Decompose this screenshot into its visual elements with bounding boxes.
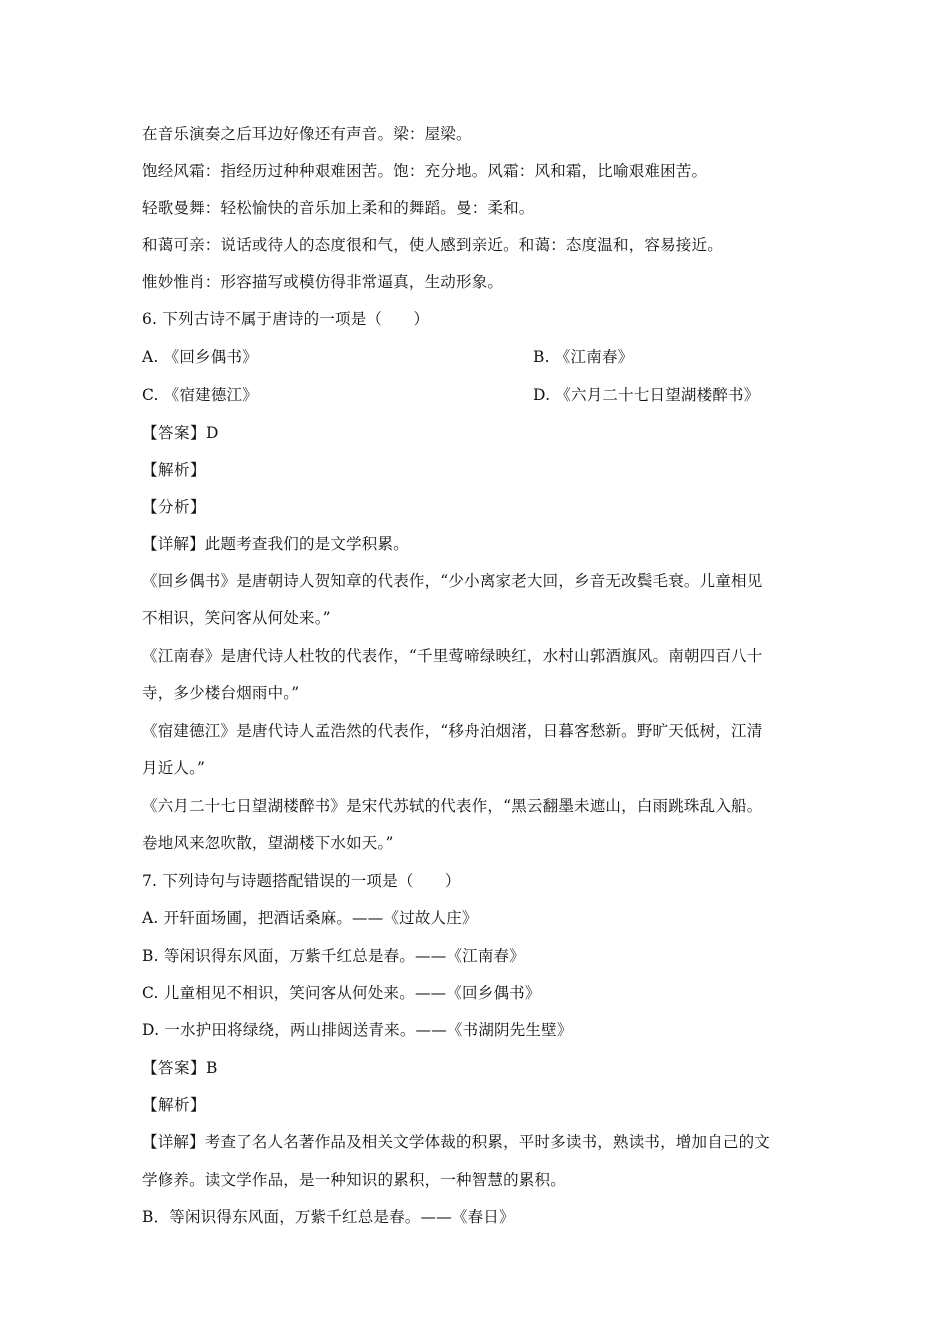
- q7-option-a: A. 开轩面场圃，把酒话桑麻。——《过故人庄》: [142, 909, 478, 927]
- text-line: 惟妙惟肖：形容描写或模仿得非常逼真，生动形象。: [142, 273, 504, 291]
- text-line: 和蔼可亲：说话或待人的态度很和气，使人感到亲近。和蔼：态度温和，容易接近。: [142, 236, 723, 254]
- q6-analysis-heading: 【解析】: [142, 461, 207, 479]
- q6-paragraph-line: 卷地风来忽吹散，望湖楼下水如天。”: [142, 834, 394, 852]
- q7-option-b: B. 等闲识得东风面，万紫千红总是春。——《江南春》: [142, 947, 525, 965]
- q6-option-a: A. 《回乡偶书》: [142, 348, 258, 366]
- text-line: 在音乐演奏之后耳边好像还有声音。梁：屋梁。: [142, 125, 472, 143]
- q6-paragraph-line: 《回乡偶书》是唐朝诗人贺知章的代表作，“少小离家老大回，乡音无改鬓毛衰。儿童相见: [142, 572, 763, 590]
- q7-final-line: B．等闲识得东风面，万紫千红总是春。——《春日》: [142, 1208, 515, 1226]
- text-line: 轻歌曼舞：轻松愉快的音乐加上柔和的舞蹈。曼：柔和。: [142, 199, 535, 217]
- q7-detail-line: 学修养。读文学作品，是一种知识的累积，一种智慧的累积。: [142, 1171, 566, 1189]
- q7-detail-line: 【详解】考查了名人名著作品及相关文学体裁的积累，平时多读书，熟读书，增加自己的文: [142, 1133, 771, 1151]
- q6-fenxi-heading: 【分析】: [142, 498, 207, 516]
- q6-paragraph-line: 《宿建德江》是唐代诗人孟浩然的代表作，“移舟泊烟渚，日暮客愁新。野旷天低树，江清: [142, 722, 763, 740]
- q6-option-c: C. 《宿建德江》: [142, 386, 258, 404]
- q6-option-b: B. 《江南春》: [533, 348, 634, 366]
- question-6: 6. 下列古诗不属于唐诗的一项是（ ）: [142, 310, 430, 328]
- q6-paragraph-line: 寺，多少楼台烟雨中。”: [142, 684, 300, 702]
- question-7: 7. 下列诗句与诗题搭配错误的一项是（ ）: [142, 872, 461, 890]
- q6-paragraph-line: 不相识，笑问客从何处来。”: [142, 609, 331, 627]
- q6-paragraph-line: 月近人。”: [142, 759, 206, 777]
- q7-option-c: C. 儿童相见不相识，笑问客从何处来。——《回乡偶书》: [142, 984, 541, 1002]
- q6-paragraph-line: 《江南春》是唐代诗人杜牧的代表作，“千里莺啼绿映红，水村山郭酒旗风。南朝四百八十: [142, 647, 763, 665]
- q7-answer: 【答案】B: [142, 1059, 218, 1077]
- q6-option-d: D. 《六月二十七日望湖楼醉书》: [533, 386, 760, 404]
- q7-analysis-heading: 【解析】: [142, 1096, 207, 1114]
- q6-paragraph-line: 《六月二十七日望湖楼醉书》是宋代苏轼的代表作，“黑云翻墨未遮山，白雨跳珠乱入船。: [142, 797, 763, 815]
- text-line: 饱经风霜：指经历过种种艰难困苦。饱：充分地。风霜：风和霜，比喻艰难困苦。: [142, 162, 708, 180]
- q6-answer: 【答案】D: [142, 424, 219, 442]
- q6-detail: 【详解】此题考查我们的是文学积累。: [142, 535, 409, 553]
- q7-option-d: D. 一水护田将绿绕，两山排闼送青来。——《书湖阴先生壁》: [142, 1021, 573, 1039]
